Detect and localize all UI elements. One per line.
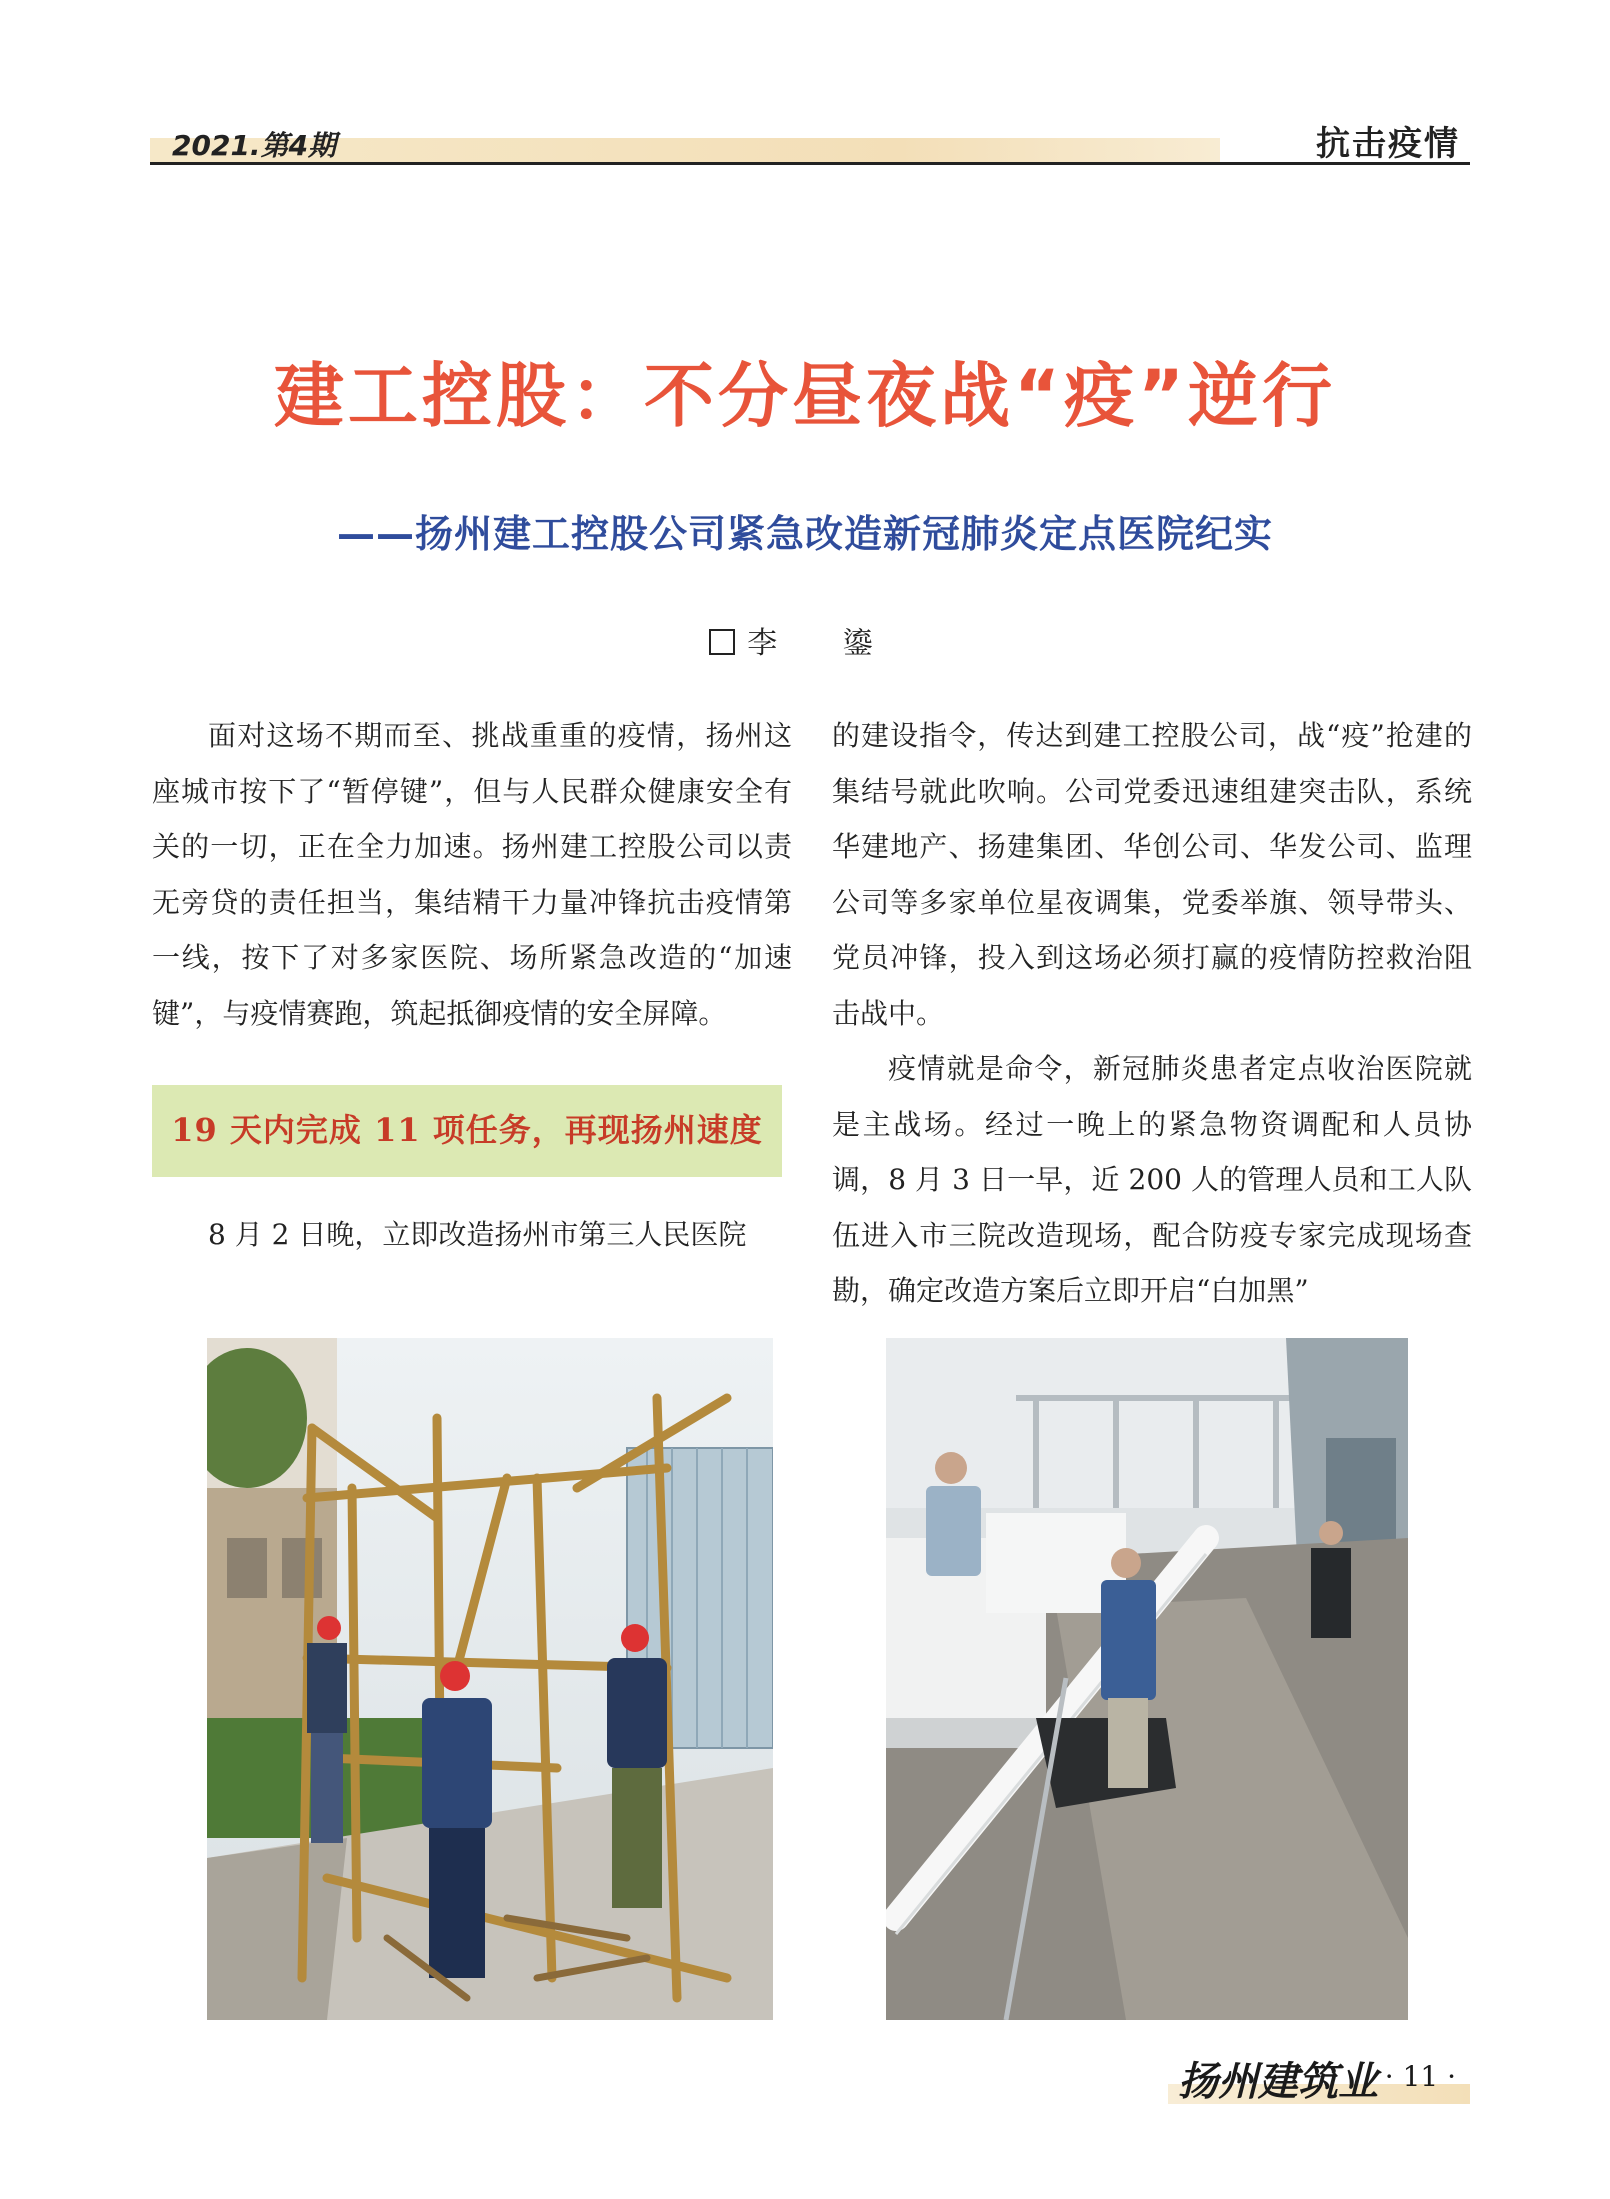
paragraph: 面对这场不期而至、挑战重重的疫情，扬州这座城市按下了“暂停键”，但与人民群众健康安全有关的一切，正在全力加速。扬州建工控股公司以责无旁贷的责任担当，集结精干力量冲锋抗击疫情第一线，按下了对多家医院、场所紧急改造的“加速键”，与疫情赛跑，筑起抵御疫情的安全屏障。 <box>152 719 792 1030</box>
paragraph: 的建设指令，传达到建工控股公司，战“疫”抢建的集结号就此吹响。公司党委迅速组建突击队，系统华建地产、扬建集团、华创公司、华发公司、监理公司等多家单位星夜调集，党委举旗、领导带头、党员冲锋，投入到这场必须打赢的疫情防控救治阻击战中。 <box>832 719 1472 1030</box>
paragraph: 8 月 2 日晚，立即改造扬州市第三人民医院 <box>208 1218 747 1251</box>
scaffolding-photo <box>207 1338 773 2020</box>
author-box-icon <box>709 629 735 655</box>
right-column <box>832 708 1472 1319</box>
page-number: · 11 · <box>1384 2060 1456 2093</box>
scaffolding-photo-image <box>207 1338 773 2020</box>
article-subtitle: ——扬州建工控股公司紧急改造新冠肺炎定点医院纪实 <box>336 512 1273 556</box>
magazine-logo: 扬州建筑业 <box>1178 2058 1378 2105</box>
author-name: 李 鎏 <box>747 626 901 661</box>
left-column <box>152 708 792 1263</box>
section-label: 抗击疫情 <box>1316 124 1460 164</box>
section-heading: 19 天内完成 11 项任务，再现扬州速度 <box>152 1085 782 1177</box>
rooftop-photo <box>886 1338 1408 2020</box>
rooftop-photo-image <box>886 1338 1408 2020</box>
article-title: 建工控股：不分昼夜战“疫”逆行 <box>273 355 1336 437</box>
issue-label: 2021.第4期 <box>172 129 337 162</box>
page-footer <box>1168 2050 1470 2104</box>
author-line <box>0 618 1610 662</box>
page-header <box>150 110 1470 166</box>
worker-figure <box>307 1616 347 1843</box>
paragraph: 疫情就是命令，新冠肺炎患者定点收治医院就是主战场。经过一晚上的紧急物资调配和人员协调，8 月 3 日一早，近 200 人的管理人员和工人队伍进入市三院改造现场，配合防疫专家完成现场查勘，确定改造方案后立即开启“白加黑” <box>832 1052 1472 1307</box>
header-rule <box>150 162 1470 165</box>
